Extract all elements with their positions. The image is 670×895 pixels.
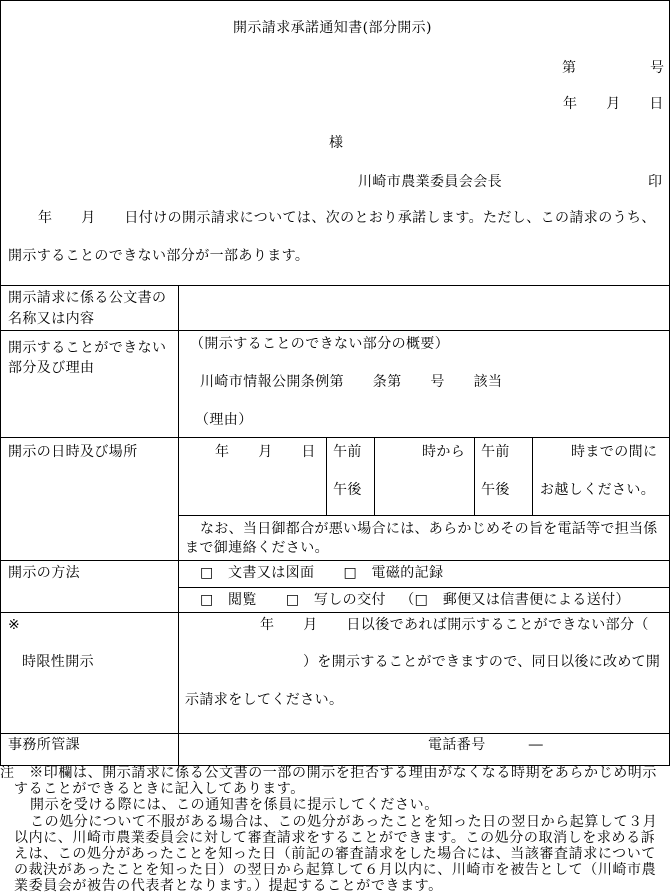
end-pm-label: 午後 xyxy=(481,482,510,498)
recipient-honorific: 様 xyxy=(329,135,344,151)
number-prefix: 第 xyxy=(562,60,577,76)
note-line: の裁決があったことを知った日）の翌日から起算して６月以内に、川崎市を被告として（川崎市農 xyxy=(14,862,657,878)
checkbox-icon: □ xyxy=(343,565,358,581)
schedule-cell-divider xyxy=(326,437,327,515)
note-line: えは、この処分があったことを知った日（前記の審査請求をした場合には、当該審査請求について xyxy=(14,846,656,862)
time-limited-text-line-1: 年 月 日以後であれば開示することができない部分（ xyxy=(260,617,649,633)
time-limited-text-line-2: ）を開示することができますので、同日以後に改めて開 xyxy=(303,654,661,670)
issue-date: 年 月 日 xyxy=(563,96,664,112)
schedule-inner-divider xyxy=(178,515,670,516)
schedule-date: 年 月 日 xyxy=(215,444,316,460)
schedule-cell-divider xyxy=(474,437,475,515)
time-limited-text-line-3: 示請求をしてください。 xyxy=(185,692,344,708)
row-divider-document-name xyxy=(0,285,670,286)
note-line: 以内に、川崎市農業委員会に対して審査請求をすることができます。この処分の取消しを求める訴 xyxy=(14,830,656,846)
method-inner-divider xyxy=(178,587,670,588)
option-documents-drawings: 文書又は図面 xyxy=(228,565,315,581)
start-time-suffix: 時から xyxy=(422,444,466,460)
number-suffix: 号 xyxy=(650,60,665,76)
phone-number: 電話番号 ― xyxy=(428,737,544,753)
note-line: この処分について不服がある場合は、この処分があったことを知った日の翌日から起算して３月 xyxy=(30,814,658,830)
delivery-paren-close: ） xyxy=(615,592,630,608)
label-column-divider xyxy=(178,285,179,765)
intro-text-line-1: 年 月 日付けの開示請求については、次のとおり承諾します。ただし、この請求のうち、 xyxy=(38,210,656,226)
option-electromagnetic-record: 電磁的記録 xyxy=(371,565,444,581)
end-time-suffix: 時までの間に xyxy=(571,444,658,460)
row-label-document-name: 開示請求に係る公文書の xyxy=(8,290,167,306)
row-divider-office xyxy=(0,733,670,734)
row-label-schedule: 開示の日時及び場所 xyxy=(8,444,138,460)
row-label-office: 事務所管課 xyxy=(8,737,80,753)
option-mail-delivery: 郵便又は信書便による送付 xyxy=(442,592,616,608)
checkbox-icon: □ xyxy=(414,592,429,608)
document-title: 開示請求承諾通知書(部分開示) xyxy=(233,20,432,36)
method-options-line-1 xyxy=(200,565,443,581)
row-divider-schedule xyxy=(0,437,670,438)
seal-mark: 印 xyxy=(648,174,663,190)
reason-heading: （理由） xyxy=(195,412,253,428)
checkbox-icon: □ xyxy=(200,592,214,608)
delivery-paren-open: （ xyxy=(400,592,415,608)
schedule-notice-line-1: なお、当日御都合が悪い場合には、あらかじめその旨を電話等で担当係 xyxy=(200,521,658,537)
row-label-document-name: 名称又は内容 xyxy=(8,311,95,327)
schedule-notice-line-2: まで御連絡ください。 xyxy=(185,540,329,556)
start-am-label: 午前 xyxy=(333,444,362,460)
start-pm-label: 午後 xyxy=(333,482,362,498)
note-line: することができるときに記入してあります。 xyxy=(14,781,305,797)
schedule-cell-divider xyxy=(374,437,375,515)
row-divider-method xyxy=(0,560,670,561)
row-label-undisclosed: 部分及び理由 xyxy=(8,360,95,376)
schedule-cell-divider xyxy=(532,437,533,515)
row-divider-time-limited xyxy=(0,612,670,613)
time-limited-mark: ※ xyxy=(8,617,21,633)
undisclosed-summary-heading: （開示することのできない部分の概要） xyxy=(190,336,450,352)
option-viewing: 閲覧 xyxy=(228,592,257,608)
row-divider-undisclosed xyxy=(0,330,670,331)
row-label-undisclosed: 開示することができない xyxy=(8,340,167,356)
sender-name: 川崎市農業委員会会長 xyxy=(358,174,502,190)
visit-text: お越しください。 xyxy=(540,482,656,498)
note-line: 注 ※印欄は、開示請求に係る公文書の一部の開示を拒否する理由がなくなる時期をあらかじめ明示 xyxy=(0,765,657,781)
checkbox-icon: □ xyxy=(200,565,214,581)
ordinance-reference: 川崎市情報公開条例第 条第 号 該当 xyxy=(200,374,503,390)
option-copy-delivery: 写しの交付 xyxy=(313,592,386,608)
row-label-time-limited: 時限性開示 xyxy=(22,654,94,670)
note-line: 業委員会が被告の代表者となります。）提起することができます。 xyxy=(14,878,443,894)
row-label-method: 開示の方法 xyxy=(8,565,80,581)
method-options-line-2 xyxy=(200,592,630,608)
checkbox-icon: □ xyxy=(285,592,300,608)
end-am-label: 午前 xyxy=(481,444,510,460)
note-line: 開示を受ける際には、この通知書を係員に提示してください。 xyxy=(30,797,439,813)
intro-text-line-2: 開示することのできない部分が一部あります。 xyxy=(8,248,310,264)
